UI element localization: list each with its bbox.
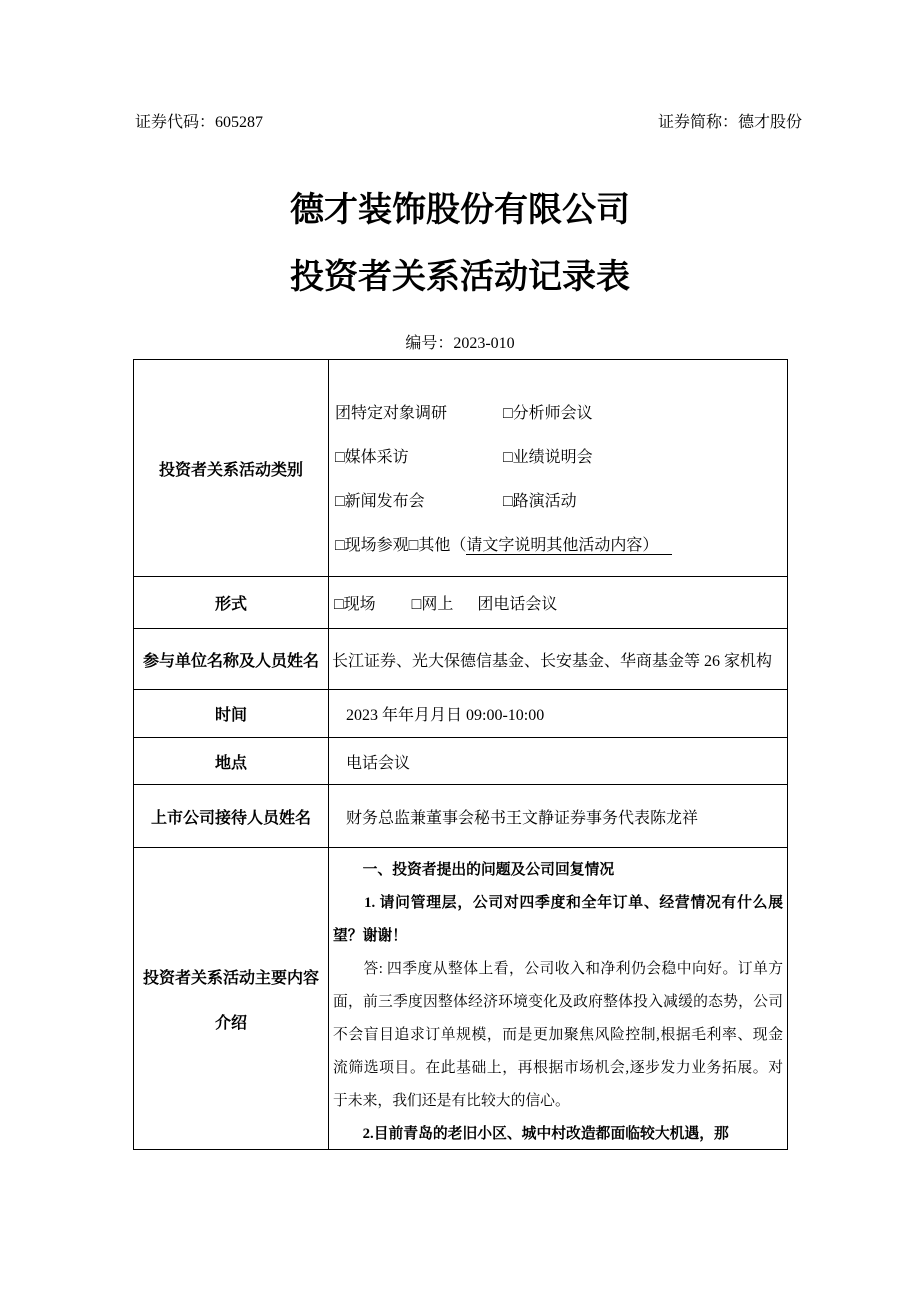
- content-line: 不会盲目追求订单规模，而是更加聚焦风险控制,根据毛利率、现金: [333, 1027, 783, 1043]
- question-1: [333, 887, 783, 953]
- main-content-label-line2: 介绍: [214, 1014, 247, 1032]
- option-site-visit-other: [335, 524, 783, 568]
- time-label: 时间: [134, 690, 329, 737]
- page-header: [135, 112, 802, 134]
- activity-category-options: [329, 360, 787, 576]
- main-content-label: [134, 848, 329, 1149]
- location-label: 地点: [134, 738, 329, 784]
- answer-1: [333, 953, 783, 1118]
- document-subtitle: 投资者关系活动记录表: [290, 259, 630, 296]
- option-other-prefix: □现场参观□其他（: [335, 537, 467, 554]
- securities-name: 证券简称：德才股份: [657, 114, 802, 131]
- document-number: 编号：2023-010: [405, 335, 515, 352]
- option-other-note: 请文字说明其他活动内容）: [466, 537, 672, 555]
- hosts-label: 上市公司接待人员姓名: [134, 785, 329, 847]
- participants-label: 参与单位名称及人员姓名: [134, 629, 329, 689]
- content-line: 流筛选项目。在此基础上，再根据市场机会,逐步发力业务拓展。对: [333, 1060, 783, 1076]
- row-hosts: [134, 785, 787, 848]
- content-line: 望？谢谢！: [333, 928, 407, 944]
- option-roadshow: □路演活动: [503, 493, 577, 510]
- option-specific-research: 团特定对象调研: [335, 405, 448, 422]
- activity-category-label: 投资者关系活动类别: [134, 360, 329, 576]
- row-form: [134, 577, 787, 629]
- question-2: [333, 1118, 783, 1149]
- location-value: 电话会议: [346, 754, 411, 772]
- row-main-content: [134, 848, 787, 1149]
- content-line: 答: 四季度从整体上看，公司收入和净利仍会稳中向好。订单方: [333, 961, 783, 977]
- main-content-label-line1: 投资者关系活动主要内容: [142, 969, 319, 987]
- qa-section-heading: [333, 854, 783, 887]
- form-label: 形式: [134, 577, 329, 628]
- option-onsite: □现场: [334, 596, 376, 613]
- row-time: [134, 690, 787, 738]
- main-content-body: [329, 848, 787, 1149]
- content-line: 1. 请问管理层，公司对四季度和全年订单、经营情况有什么展: [333, 895, 783, 911]
- record-table: [133, 359, 788, 1150]
- option-analyst-meeting: □分析师会议: [503, 405, 593, 422]
- hosts-value: 财务总监兼董事会秘书王文静证券事务代表陈龙祥: [346, 809, 699, 827]
- participants-value: 长江证券、光大保德信基金、长安基金、华商基金等 26 家机构: [332, 652, 773, 670]
- option-online: □网上: [411, 596, 454, 613]
- time-value: 2023 年年月月日 09:00-10:00: [346, 707, 545, 724]
- content-line: 2.目前青岛的老旧小区、城中村改造都面临较大机遇，那: [333, 1126, 729, 1142]
- row-participants: [134, 629, 787, 690]
- row-location: [134, 738, 787, 785]
- checkbox-option-grid: [335, 392, 783, 524]
- option-media-interview: □媒体采访: [335, 449, 409, 466]
- row-activity-category: [134, 360, 787, 577]
- content-line: 面，前三季度因整体经济环境变化及政府整体投入减缓的态势，公司: [333, 994, 783, 1010]
- form-options: [329, 577, 787, 628]
- securities-code: 证券代码：605287: [135, 114, 264, 131]
- company-title: 德才装饰股份有限公司: [290, 192, 630, 229]
- content-line: 于未来，我们还是有比较大的信心。: [333, 1093, 570, 1109]
- option-earnings-briefing: □业绩说明会: [503, 449, 593, 466]
- option-conference-call: 团电话会议: [477, 596, 558, 613]
- option-press-conference: □新闻发布会: [335, 493, 425, 510]
- content-line: 一、投资者提出的问题及公司回复情况: [333, 862, 615, 878]
